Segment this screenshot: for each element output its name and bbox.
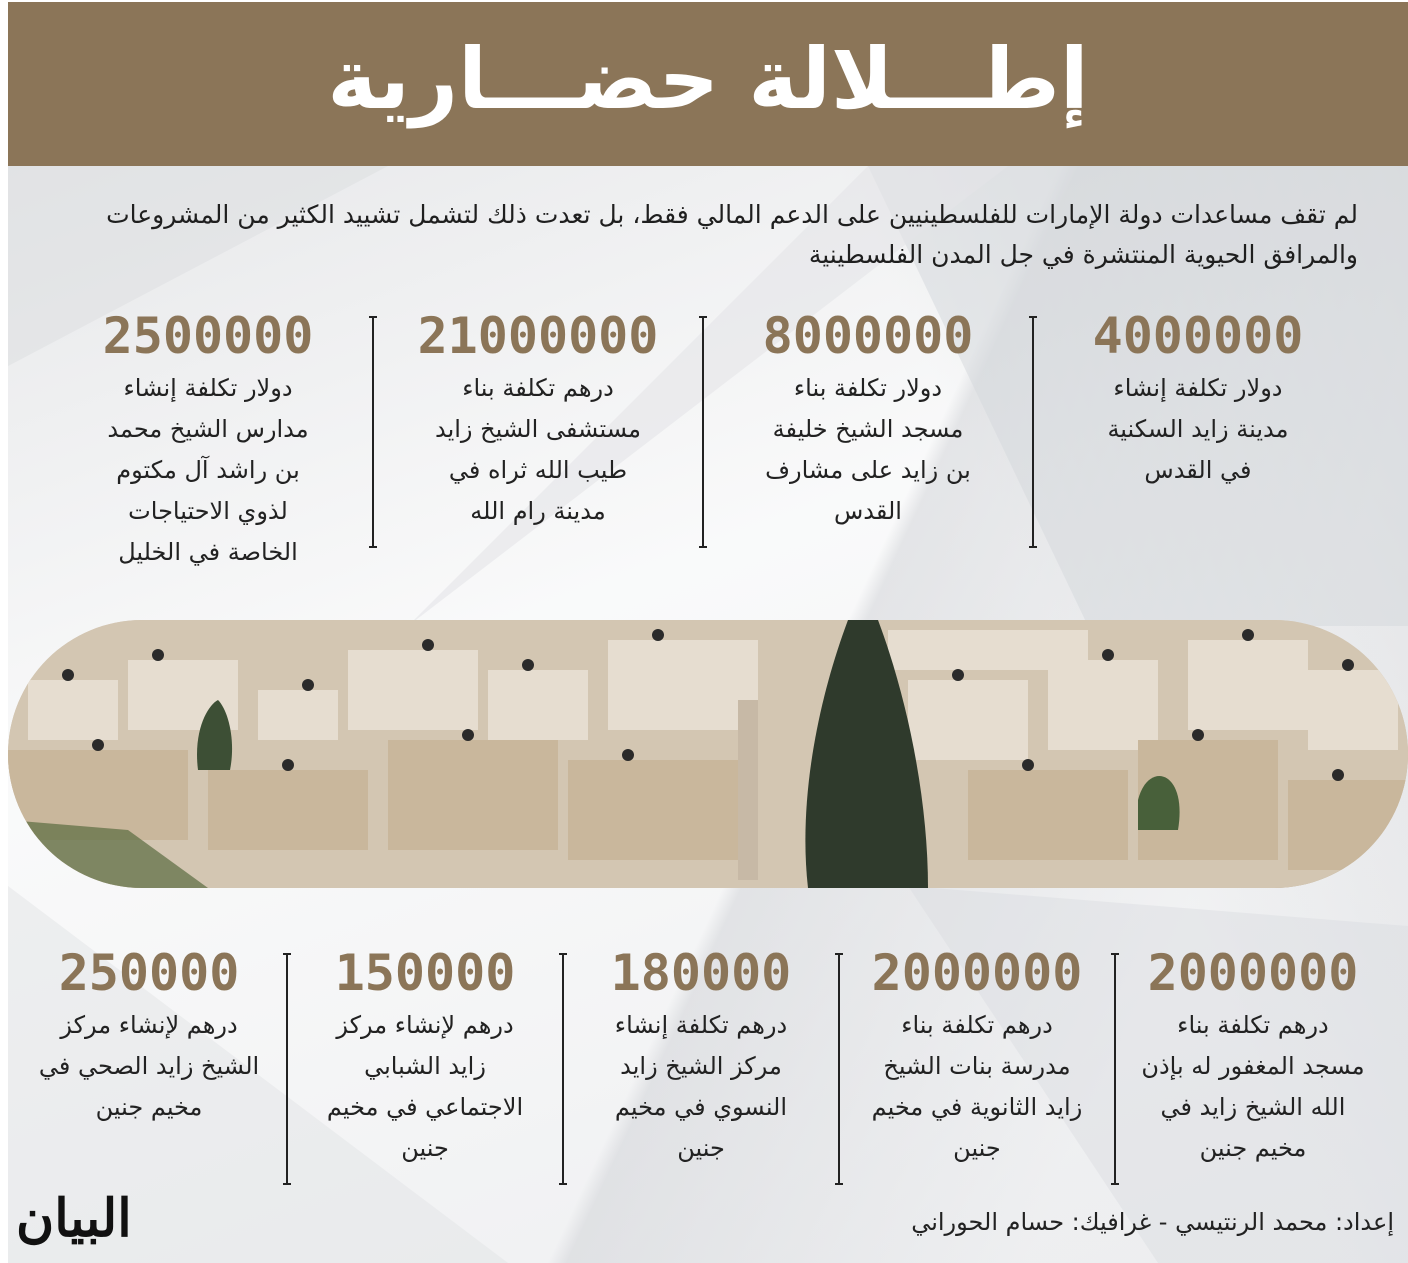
stat-description: درهم تكلفة إنشاء مركز الشيخ زايد النسوي في مخيم جنين	[614, 1011, 788, 1162]
stat-description: درهم لإنشاء مركز زايد الشبابي الاجتماعي في مخيم جنين	[326, 1011, 524, 1162]
intro-line-2: والمرافق الحيوية المنتشرة في جل المدن الفلسطينية	[808, 240, 1358, 269]
divider	[702, 316, 704, 548]
intro-text	[68, 195, 1358, 275]
divider	[1032, 316, 1034, 548]
stat-item	[378, 308, 698, 553]
stat-item	[844, 945, 1110, 1190]
stat-description: دولار تكلفة بناء مسجد الشيخ خليفة بن زايد على مشارف القدس	[765, 374, 971, 525]
albayan-logo: البيان	[16, 1188, 132, 1249]
credit-line: إعداد: محمد الرنتيسي - غرافيك: حسام الحوراني	[911, 1208, 1394, 1236]
stat-value: 21000000	[417, 307, 659, 365]
stat-description: درهم لإنشاء مركز الشيخ زايد الصحي في مخيم جنين	[38, 1011, 260, 1121]
stat-value: 8000000	[762, 307, 974, 365]
stat-item	[292, 945, 558, 1190]
stat-value: 250000	[58, 944, 240, 1002]
page-title: إطـــلالة حضـــارية	[327, 30, 1089, 128]
stat-description: درهم تكلفة بناء مستشفى الشيخ زايد طيب الله ثراه في مدينة رام الله	[434, 374, 641, 525]
stat-description: درهم تكلفة بناء مسجد المغفور له بإذن الله الشيخ زايد في مخيم جنين	[1141, 1011, 1365, 1162]
top-stats-row	[48, 307, 1358, 566]
intro-line-1: لم تقف مساعدات دولة الإمارات للفلسطينيين على الدعم المالي فقط، بل تعدت ذلك لتشمل تشييد الكثير من المشروعات	[106, 200, 1358, 229]
divider	[1114, 953, 1116, 1185]
header-banner	[8, 2, 1408, 166]
stat-description: دولار تكلفة إنشاء مدارس الشيخ محمد بن راشد آل مكتوم لذوي الاحتياجات الخاصة في الخليل	[107, 374, 309, 566]
stat-value: 4000000	[1092, 307, 1304, 365]
stat-description: درهم تكلفة بناء مدرسة بنات الشيخ زايد الثانوية في مخيم جنين	[871, 1011, 1083, 1162]
stat-value: 2000000	[871, 944, 1083, 1002]
divider	[562, 953, 564, 1185]
stat-item	[1120, 945, 1386, 1190]
divider	[286, 953, 288, 1185]
stat-item	[568, 945, 834, 1190]
stat-item	[48, 307, 368, 566]
stat-item	[16, 945, 282, 1190]
divider	[372, 316, 374, 548]
divider	[838, 953, 840, 1185]
stat-description: دولار تكلفة إنشاء مدينة زايد السكنية في القدس	[1107, 374, 1289, 484]
stat-value: 150000	[334, 944, 516, 1002]
stat-item	[708, 308, 1028, 553]
stat-item	[1038, 308, 1358, 553]
stat-value: 2000000	[1147, 944, 1359, 1002]
city-photo	[8, 620, 1408, 888]
stat-value: 2500000	[102, 307, 314, 365]
stat-value: 180000	[610, 944, 792, 1002]
bottom-stats-row	[16, 945, 1386, 1190]
